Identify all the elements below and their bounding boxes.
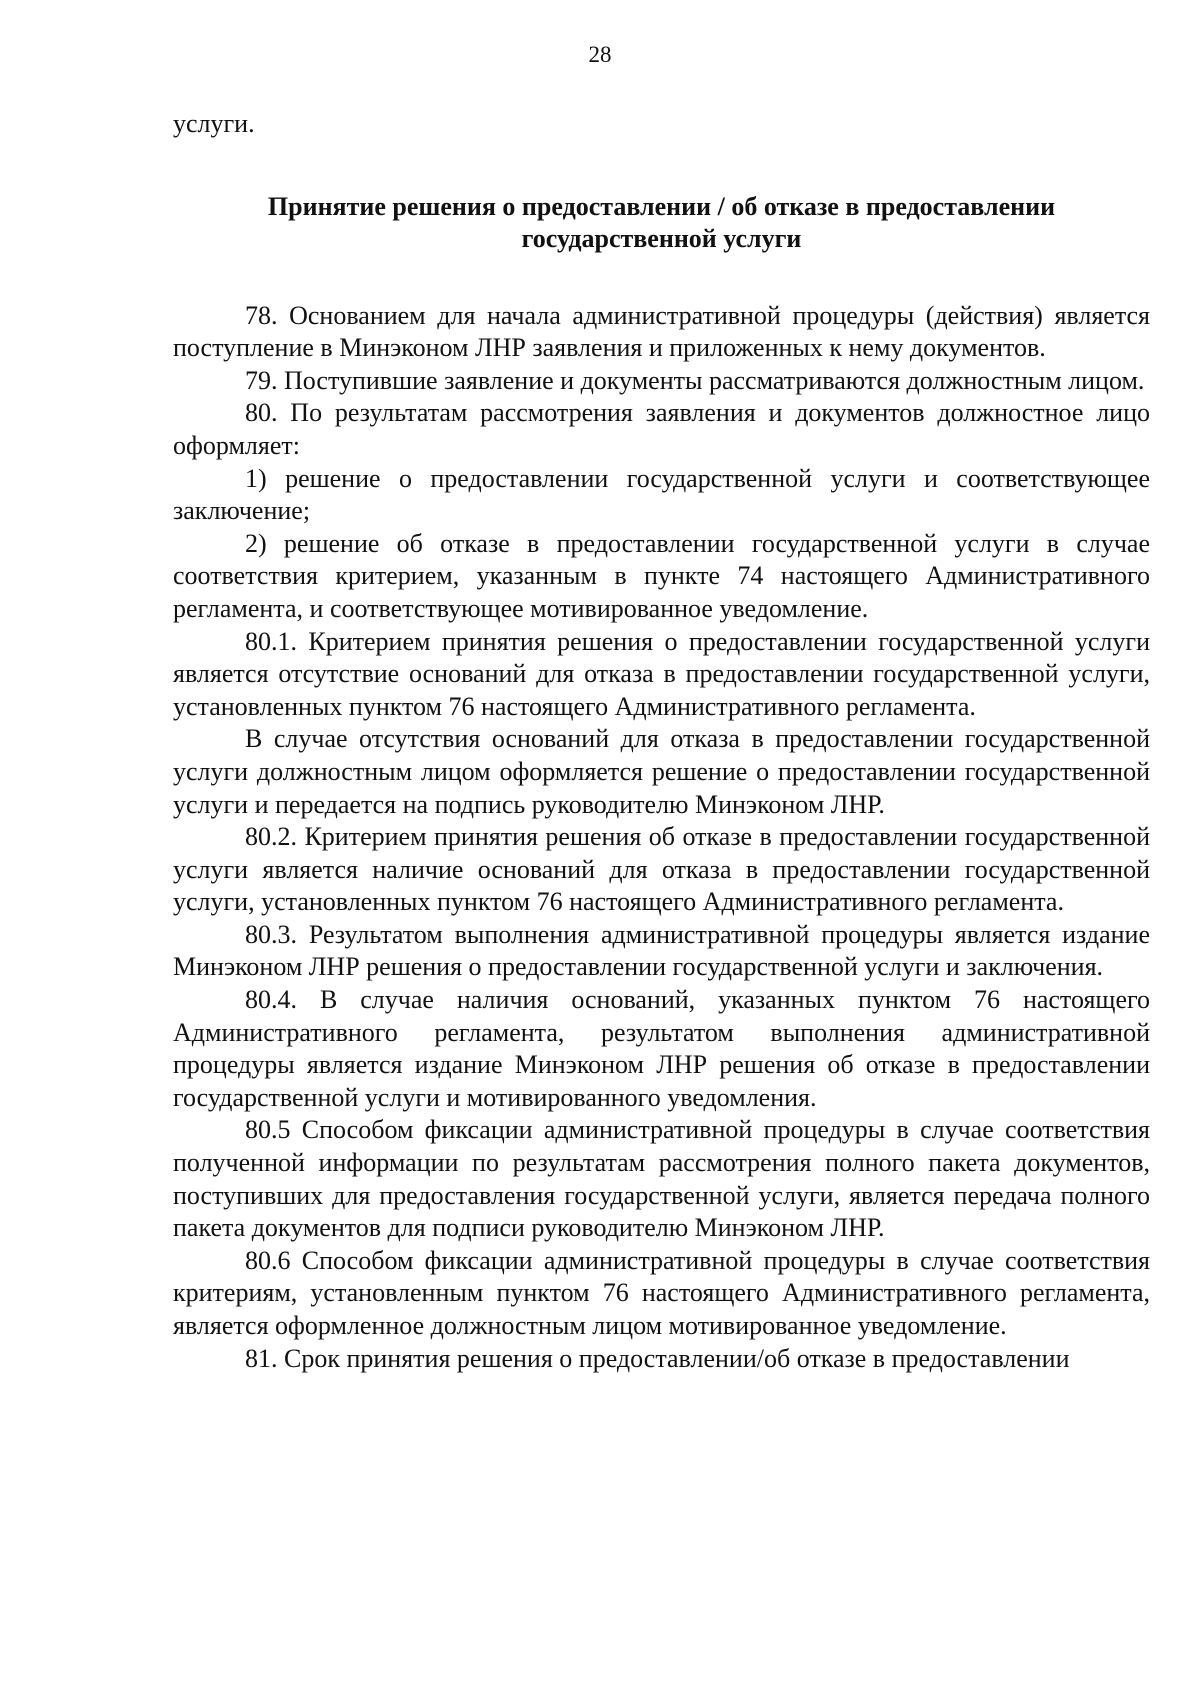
paragraph-81: 81. Срок принятия решения о предоставлении/об отказе в предоставлении [245, 1343, 1070, 1373]
paragraph-80-item-2: 2) решение об отказе в предоставлении государственной услуги в случае соответствия критерием, указанным в пункте 74 настоящего Административного регламента, и соответствующее мотивированное уведомление. [173, 528, 1150, 623]
paragraph-78: 78. Основанием для начала административной процедуры (действия) является поступление в Минэконом ЛНР заявления и приложенных к нему документов. [173, 300, 1150, 363]
paragraph-80-2: 80.2. Критерием принятия решения об отказе в предоставлении государственной услуги является наличие оснований для отказа в предоставлении государственной услуги, установленных пунктом 76 настоящего Административного регламента. [173, 822, 1150, 917]
paragraph-80-1: 80.1. Критерием принятия решения о предоставлении государственной услуги является отсутствие оснований для отказа в предоставлении государственной услуги, установленных пунктом 76 настоящего Административного регламента. [173, 626, 1150, 721]
paragraph-80-3: 80.3. Результатом выполнения административной процедуры является издание Минэконом ЛНР решения о предоставлении государственной услуги и заключения. [173, 919, 1150, 982]
paragraph-80-4: 80.4. В случае наличия оснований, указанных пунктом 76 настоящего Административного регламента, результатом выполнения административной процедуры является издание Минэконом ЛНР решения об отказе в предоставлении государственной услуги и мотивированного уведомления. [173, 985, 1150, 1112]
document-body [173, 108, 1150, 1375]
paragraph-80-item-1: 1) решение о предоставлении государственной услуги и соответствующее заключение; [173, 463, 1150, 526]
paragraph-80-5: 80.5 Способом фиксации административной процедуры в случае соответствия полученной информации по результатам рассмотрения полного пакета документов, поступивших для предоставления государственной услуги, является передача полного пакета документов для подписи руководителю Минэконом ЛНР. [173, 1115, 1150, 1243]
paragraph-80-6: 80.6 Способом фиксации административной процедуры в случае соответствия критериям, установленным пунктом 76 настоящего Административного регламента, является оформленное должностным лицом мотивированное уведомление. [173, 1245, 1150, 1340]
paragraph-80: 80. По результатам рассмотрения заявления и документов должностное лицо оформляет: [173, 398, 1150, 460]
paragraph-79: 79. Поступившие заявление и документы рассматриваются должностным лицом. [245, 365, 1145, 395]
section-heading: Принятие решения о предоставлении / об отказе в предоставлении государственной услуги [267, 191, 1056, 253]
continuation-text: услуги. [173, 109, 255, 138]
page-number: 28 [588, 42, 612, 67]
paragraph-80-1-case: В случае отсутствия оснований для отказа в предоставлении государственной услуги должностным лицом оформляется решение о предоставлении государственной услуги и передается на подпись руководителю Минэконом ЛНР. [173, 724, 1150, 819]
